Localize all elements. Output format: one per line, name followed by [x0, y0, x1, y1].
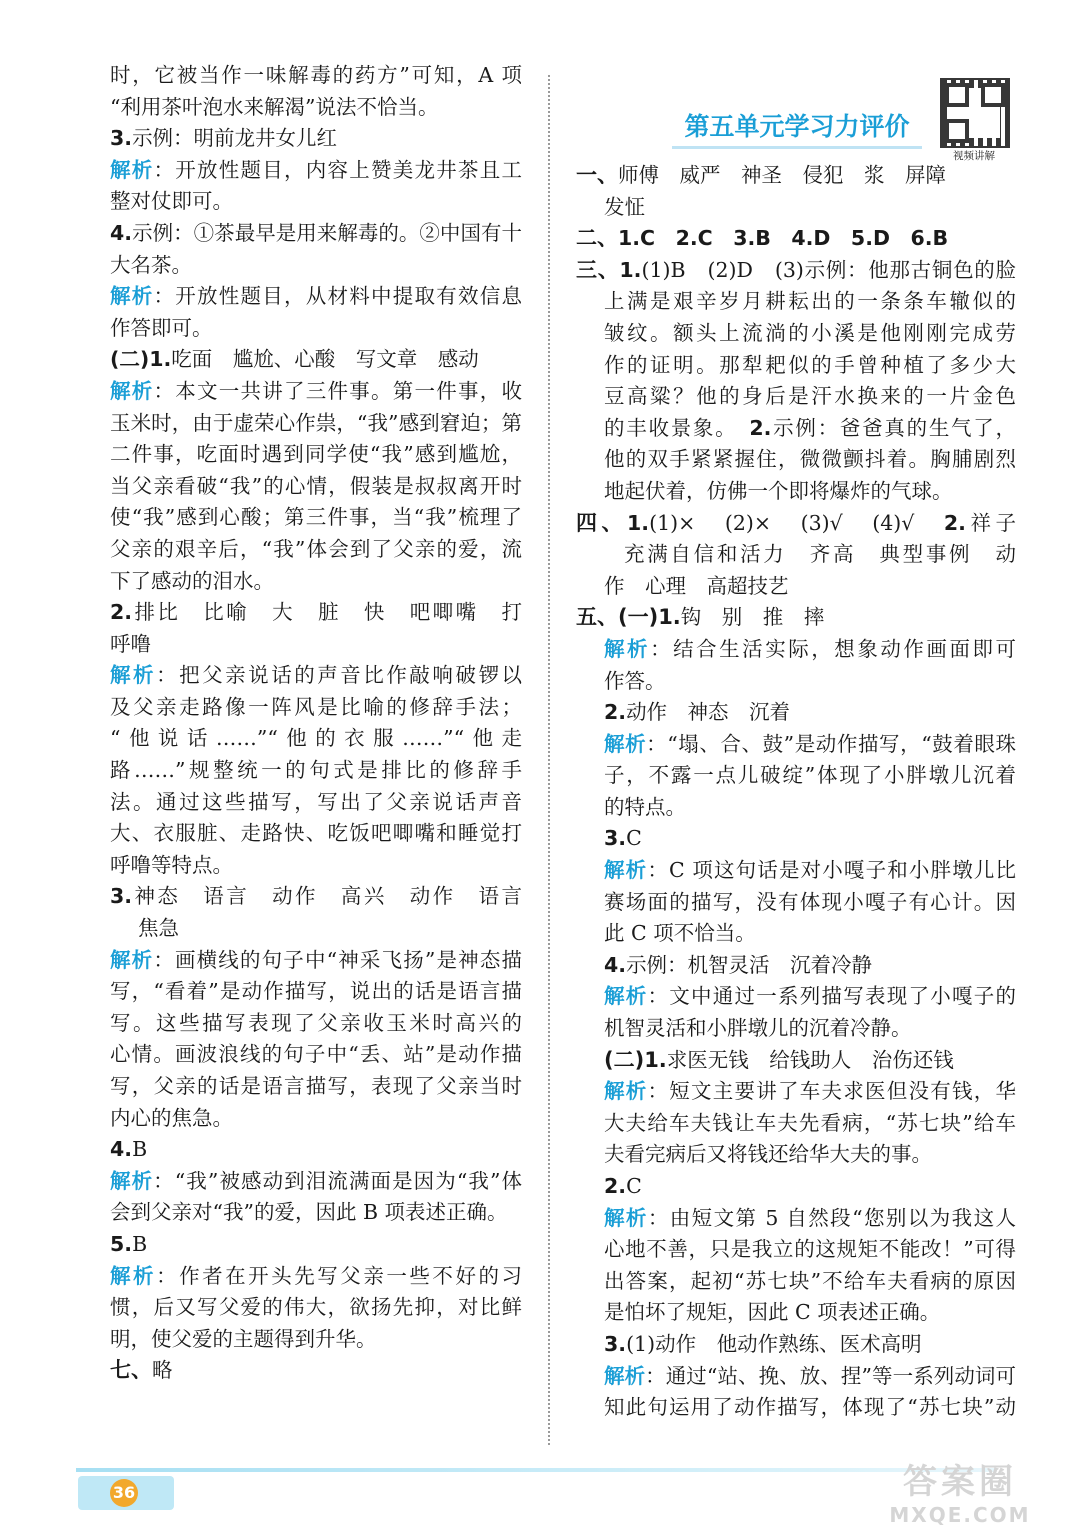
left-text-line	[110, 1229, 522, 1261]
answer-number: 1.C 2.C 3.B 4.D 5.D 6.B	[618, 226, 949, 251]
qr-finder-top-right	[981, 83, 1005, 107]
watermark	[855, 1462, 1065, 1534]
left-text-line	[110, 1103, 522, 1135]
watermark-line-2: MXQE.COM	[889, 1503, 1031, 1527]
right-text-line	[576, 729, 1016, 761]
answer-number: 四、	[576, 510, 628, 535]
left-text-line	[110, 850, 522, 882]
left-text-line	[110, 1197, 522, 1229]
left-text-line	[110, 186, 522, 218]
answer-number: 2.	[110, 600, 133, 625]
text-run: “利用茶叶泡水来解渴”说法不恰当。	[110, 94, 439, 119]
analysis-label: 解析	[604, 1205, 648, 1230]
text-run: 此 C 项不恰当。	[604, 921, 756, 946]
right-text-line	[576, 1266, 1016, 1298]
right-text-line	[576, 855, 1016, 887]
right-text-line	[576, 760, 1016, 792]
answer-number: 七、	[110, 1358, 152, 1383]
right-text-line	[576, 1361, 1016, 1393]
answer-number: 五、(一)1.	[576, 605, 681, 630]
text-run: “他说话……”“他的衣服……”“他走	[110, 726, 522, 751]
answer-number: (二)1.	[110, 347, 172, 372]
text-run: 明，使父爱的主题得到升华。	[110, 1326, 377, 1351]
text-run: 略	[152, 1358, 173, 1383]
analysis-label: 解析	[110, 284, 154, 309]
right-text-line	[576, 255, 1016, 287]
right-text-line	[576, 666, 1016, 698]
text-run: C	[626, 826, 642, 851]
left-text-line	[110, 723, 522, 755]
analysis-label: 解析	[604, 731, 647, 756]
text-run: 夫看完病后又将钱还给华大夫的事。	[604, 1142, 932, 1167]
left-text-line	[110, 755, 522, 787]
text-run: 玉米时，由于虚荣心作祟，“我”感到窘迫；第	[110, 410, 522, 435]
text-run: (1)动作 他动作熟练、医术高明	[626, 1331, 922, 1356]
text-run: (1)B (2)D (3)示例：他那古铜色的脸	[641, 257, 1016, 282]
text-run: ：作者在开头先写父亲一些不好的习	[156, 1263, 522, 1288]
text-run: 示例：明前龙井女儿红	[132, 126, 338, 151]
answer-number: 3.	[110, 126, 133, 151]
answer-number: 2.	[749, 415, 772, 440]
column-divider	[548, 75, 550, 1445]
left-text-line	[110, 1166, 522, 1198]
analysis-label: 解析	[110, 947, 154, 972]
text-run: ：画横线的句子中“神采飞扬”是神态描	[153, 947, 522, 972]
text-run: ：结合生活实际，想象动作画面即可	[650, 636, 1016, 661]
left-text-line	[110, 155, 522, 187]
text-run: ：通过“站、挽、放、捏”等一系列动词可	[645, 1363, 1016, 1388]
text-run: 焦急	[138, 916, 179, 941]
right-text-line	[576, 350, 1016, 382]
analysis-label: 解析	[604, 1363, 646, 1388]
text-run: 作的证明。那犁耙似的手曾种植了多少大	[604, 352, 1016, 377]
text-run: 子，不露一点儿破绽”体现了小胖墩儿沉着	[604, 763, 1016, 788]
left-text-line	[110, 1134, 522, 1166]
text-run: ：本文一共讲了三件事。第一件事，收	[153, 378, 522, 403]
left-text-line	[110, 692, 522, 724]
text-run: ：开放性题目，从材料中提取有效信息	[153, 284, 522, 309]
left-text-line	[110, 281, 522, 313]
left-text-line	[110, 976, 522, 1008]
left-text-line	[110, 1355, 522, 1387]
answer-number: 2.	[943, 510, 966, 535]
text-run: 内心的焦急。	[110, 1105, 233, 1130]
text-run: ：文中通过一系列描写表现了小嘎子的	[647, 984, 1016, 1009]
left-text-line	[110, 945, 522, 977]
right-text-line	[576, 539, 1016, 571]
right-text-line	[576, 192, 1016, 224]
left-text-line	[110, 818, 522, 850]
right-text-line	[576, 981, 1016, 1013]
right-text-line	[576, 918, 1016, 950]
left-text-line	[110, 1071, 522, 1103]
right-text-line	[576, 223, 1016, 255]
text-run: 使“我”感到心酸；第三件事，当“我”梳理了	[110, 505, 522, 530]
page-number-badge	[78, 1476, 174, 1510]
text-run: 的特点。	[604, 794, 686, 819]
qr-finder-bottom-left	[945, 119, 969, 143]
text-run: 下了感动的泪水。	[110, 568, 274, 593]
answer-number: 三、	[576, 257, 620, 282]
text-run: 皱纹。额头上流淌的小溪是他刚刚完成劳	[604, 320, 1016, 345]
unit-title: 第五单元学习力评价	[672, 108, 922, 149]
text-run: 及父亲走路像一阵风是比喻的修辞手法；	[110, 694, 522, 719]
text-run: 示例：机智灵活 沉着冷静	[626, 952, 873, 977]
page-number: 36	[110, 1479, 138, 1507]
text-run: 呼噜等特点。	[110, 852, 233, 877]
text-run: 排比 比喻 大 脏 快 吧唧嘴 打	[132, 600, 522, 625]
left-text-line	[110, 913, 522, 945]
right-column	[576, 160, 1016, 1424]
text-run: 祥子	[965, 510, 1016, 535]
right-text-line	[576, 1076, 1016, 1108]
right-text-line	[576, 413, 1016, 445]
text-run: ：“我”被感动到泪流满面是因为“我”体	[153, 1168, 522, 1193]
left-text-line	[110, 660, 522, 692]
qr-finder-top-left	[945, 83, 969, 107]
text-run: 当父亲看破“我”的心情，假装是叔叔离开时	[110, 473, 522, 498]
answer-number: 二、	[576, 226, 618, 251]
text-run: B	[132, 1137, 148, 1162]
text-run: 钩 别 推 摔	[680, 605, 825, 630]
left-text-line	[110, 60, 522, 92]
text-run: 是怕坏了规矩，因此 C 项表述正确。	[604, 1300, 941, 1325]
text-run: 作答。	[604, 668, 666, 693]
text-run: 大名茶。	[110, 252, 192, 277]
right-text-line	[576, 160, 1016, 192]
left-text-line	[110, 566, 522, 598]
left-text-line	[110, 787, 522, 819]
left-text-line	[110, 881, 522, 913]
answer-number: 1.	[627, 510, 650, 535]
text-run: (1)× (2)× (3)√ (4)√	[649, 510, 944, 535]
left-text-line	[110, 1008, 522, 1040]
text-run: 他的双手紧紧握住，微微颤抖着。胸脯剧烈	[604, 447, 1016, 472]
text-run: 示例：爸爸真的生气了，	[771, 415, 1016, 440]
answer-number: 3.	[604, 1331, 627, 1356]
answer-number: 4.	[110, 1137, 133, 1162]
left-text-line	[110, 250, 522, 282]
right-text-line	[576, 1234, 1016, 1266]
answer-number: 2.	[604, 700, 627, 725]
text-run: 求医无钱 给钱助人 治伤还钱	[666, 1047, 954, 1072]
text-run: 路……”规整统一的句式是排比的修辞手	[110, 758, 522, 783]
text-run: ：由短文第 5 自然段“您别以为我这人	[647, 1205, 1016, 1230]
analysis-label: 解析	[110, 157, 154, 182]
text-run: ：C 项这句话是对小嘎子和小胖墩儿比	[647, 858, 1016, 883]
left-text-line	[110, 92, 522, 124]
text-run: 示例：①茶最早是用来解毒的。②中国有十	[132, 220, 522, 245]
text-run: 会到父亲对“我”的爱，因此 B 项表述正确。	[110, 1200, 508, 1225]
analysis-label: 解析	[604, 984, 648, 1009]
analysis-label: 解析	[604, 1079, 648, 1104]
left-text-line	[110, 408, 522, 440]
answer-number: 3.	[110, 884, 133, 909]
text-run: 写，父亲的话是语言描写，表现了父亲当时	[110, 1074, 522, 1098]
text-run: 地起伏着，仿佛一个即将爆炸的气球。	[604, 478, 953, 503]
right-text-line	[576, 286, 1016, 318]
text-run: 发怔	[604, 194, 645, 219]
text-run: 呼噜	[110, 631, 151, 656]
text-run: 的丰收景象。	[604, 415, 750, 440]
left-text-line	[110, 1292, 522, 1324]
answer-number: 4.	[604, 952, 627, 977]
text-run: 法。通过这些描写，写出了父亲说话声音	[110, 789, 522, 814]
text-run: 上满是艰辛岁月耕耘出的一条条车辙似的	[604, 289, 1016, 314]
analysis-label: 解析	[110, 1168, 154, 1193]
qr-code[interactable]	[940, 78, 1010, 148]
left-text-line	[110, 1039, 522, 1071]
text-run: 作 心理 高超技艺	[604, 573, 789, 598]
text-run: 大夫给车夫钱让车夫先看病，“苏七块”给车	[604, 1110, 1016, 1135]
text-run: 豆高粱？他的身后是汗水换来的一片金色	[604, 384, 1016, 409]
left-text-line	[110, 218, 522, 250]
answer-number: 一、	[576, 163, 618, 187]
analysis-label: 解析	[110, 663, 157, 688]
left-text-line	[110, 471, 522, 503]
right-text-line	[576, 1329, 1016, 1361]
left-text-line	[110, 1324, 522, 1356]
text-run: 动作 神态 沉着	[626, 700, 791, 725]
right-text-line	[576, 1108, 1016, 1140]
analysis-label: 解析	[110, 1263, 157, 1288]
answer-number: 3.	[604, 826, 627, 851]
left-text-line	[110, 344, 522, 376]
text-run: 吃面 尴尬、心酸 写文章 感动	[171, 347, 479, 372]
left-text-line	[110, 597, 522, 629]
text-run: 时，它被当作一味解毒的药方”可知，A 项	[110, 63, 522, 87]
text-run: 大、衣服脏、走路快、吃饭吧唧嘴和睡觉打	[110, 821, 522, 846]
right-text-line	[576, 792, 1016, 824]
text-run: 父亲的艰辛后，“我”体会到了父亲的爱，流	[110, 536, 522, 561]
right-text-line	[576, 1297, 1016, 1329]
right-text-line	[576, 1203, 1016, 1235]
watermark-line-1: 答案圈	[903, 1462, 1017, 1502]
text-run: C	[626, 1174, 642, 1198]
right-text-line	[576, 697, 1016, 729]
right-text-line	[576, 823, 1016, 855]
right-text-line	[576, 950, 1016, 982]
text-run: 惯，后又写父爱的伟大，欲扬先抑，对比鲜	[110, 1295, 522, 1320]
text-run: 写，“看着”是动作描写，说出的话是语言描	[110, 979, 522, 1004]
text-run: 作答即可。	[110, 315, 213, 340]
left-text-line	[110, 123, 522, 155]
right-text-line	[576, 602, 1016, 634]
left-text-line	[110, 1261, 522, 1293]
text-run: 师傅 威严 神圣 侵犯 浆 屏障	[618, 163, 946, 187]
right-text-line	[576, 1013, 1016, 1045]
left-text-line	[110, 313, 522, 345]
left-column	[110, 60, 522, 1387]
answer-number: 5.	[110, 1231, 133, 1256]
text-run: ：“塌、合、鼓”是动作描写，“鼓着眼珠	[646, 731, 1016, 756]
right-text-line	[576, 476, 1016, 508]
answer-number: (二)1.	[604, 1047, 667, 1072]
text-run: 赛场面的描写，没有体现小嘎子有心计。因	[604, 889, 1016, 914]
text-run: 写。这些描写表现了父亲收玉米时高兴的	[110, 1010, 522, 1035]
text-run: 二件事，吃面时遇到同学使“我”感到尴尬，	[110, 442, 522, 467]
right-text-line	[576, 1045, 1016, 1077]
answer-number: 2.	[604, 1174, 627, 1198]
right-text-line	[576, 1392, 1016, 1424]
right-text-line	[576, 444, 1016, 476]
answer-number: 4.	[110, 220, 133, 245]
text-run: ：把父亲说话的声音比作敲响破锣以	[156, 663, 522, 688]
qr-caption: 视频讲解	[953, 150, 995, 162]
text-run: 机智灵活和小胖墩儿的沉着冷静。	[604, 1016, 912, 1041]
left-text-line	[110, 502, 522, 534]
right-text-line	[576, 318, 1016, 350]
text-run: 神态 语言 动作 高兴 动作 语言	[132, 884, 522, 909]
right-text-line	[576, 508, 1016, 540]
text-run: 充满自信和活力 齐高 典型事例 动	[624, 542, 1016, 567]
text-run: 知此句运用了动作描写，体现了“苏七块”动	[604, 1395, 1016, 1420]
text-run: 心地不善，只是我立的这规矩不能改！”可得	[604, 1237, 1016, 1262]
text-run: B	[132, 1231, 148, 1256]
text-run: ：开放性题目，内容上赞美龙井茶且工	[153, 157, 522, 182]
right-text-line	[576, 887, 1016, 919]
text-run: 整对仗即可。	[110, 189, 233, 214]
text-run: ：短文主要讲了车夫求医但没有钱，华	[647, 1079, 1016, 1104]
left-text-line	[110, 629, 522, 661]
analysis-label: 解析	[110, 378, 154, 403]
right-text-line	[576, 381, 1016, 413]
right-text-line	[576, 571, 1016, 603]
analysis-label: 解析	[604, 858, 648, 883]
text-run: 出答案，起初“苏七块”不给车夫看病的原因	[604, 1268, 1016, 1293]
right-text-line	[576, 1171, 1016, 1203]
analysis-label: 解析	[604, 636, 651, 661]
left-text-line	[110, 534, 522, 566]
right-text-line	[576, 634, 1016, 666]
answer-number: 1.	[619, 257, 642, 282]
left-text-line	[110, 439, 522, 471]
right-text-line	[576, 1139, 1016, 1171]
left-text-line	[110, 376, 522, 408]
text-run: 心情。画波浪线的句子中“丢、站”是动作描	[110, 1042, 522, 1067]
